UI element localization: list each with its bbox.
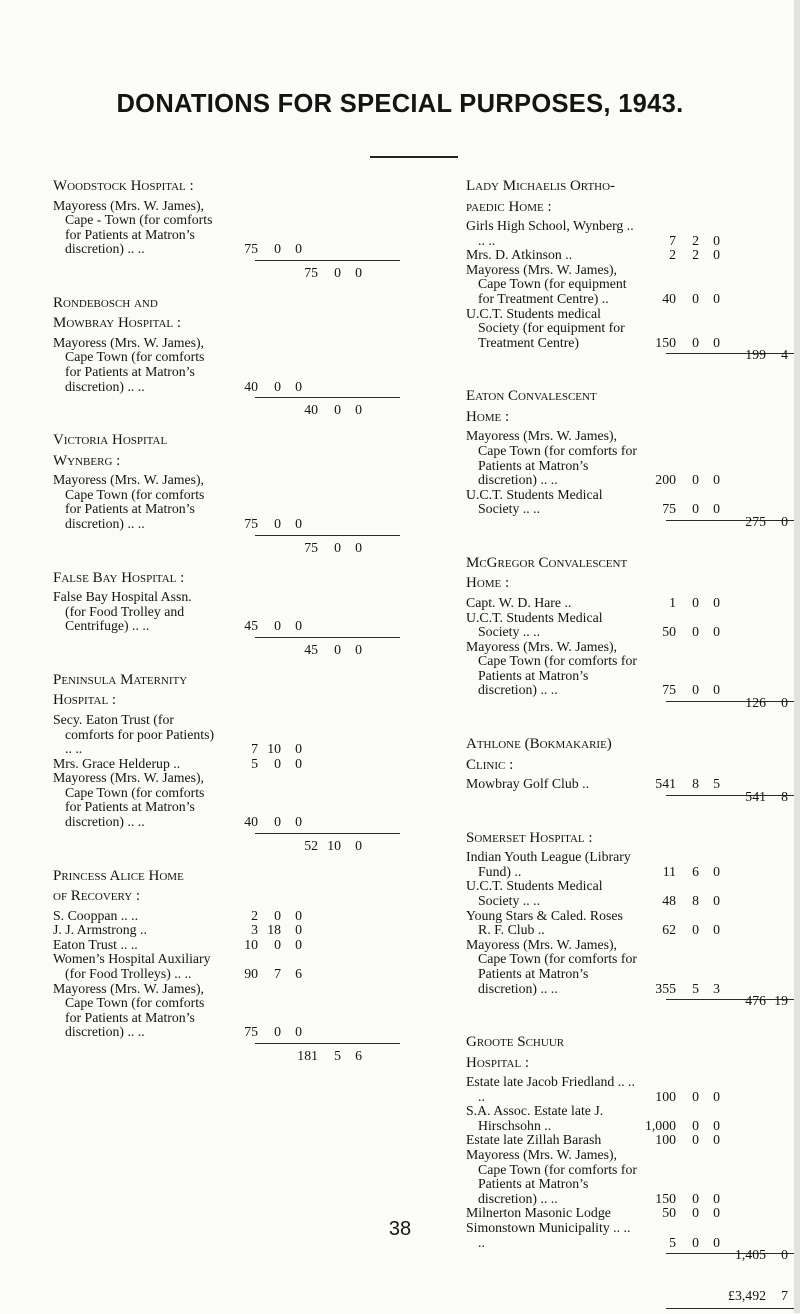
amount-pence: 0 xyxy=(713,247,720,263)
donation-entry xyxy=(53,923,463,938)
donation-amount xyxy=(218,952,302,981)
amount-pence: 0 xyxy=(295,814,302,830)
total-shillings: 8 xyxy=(781,788,788,804)
amount-pence: 0 xyxy=(713,1117,720,1133)
section-heading: Home : xyxy=(466,575,510,592)
donor-description: Girls High School, Wynberg .. .. .. xyxy=(466,218,634,248)
amount-shillings: 0 xyxy=(692,501,699,517)
total-rule xyxy=(255,397,400,398)
amount-pounds: 90 xyxy=(244,966,258,982)
section-heading: Victoria Hospital xyxy=(53,432,168,449)
donation-amount xyxy=(636,1148,720,1206)
total-shillings: 0 xyxy=(781,513,788,529)
amount-pence: 0 xyxy=(295,378,302,394)
amount-pounds: 10 xyxy=(244,936,258,952)
donor-description: Indian Youth League (Library Fund) .. xyxy=(466,849,631,879)
page-title: DONATIONS FOR SPECIAL PURPOSES, 1943. xyxy=(116,90,684,118)
amount-shillings: 0 xyxy=(274,814,281,830)
section-heading: Peninsula Maternity xyxy=(53,671,188,688)
amount-pounds: 50 xyxy=(662,1205,676,1221)
amount-pence: 0 xyxy=(295,922,302,938)
amount-shillings: 0 xyxy=(274,936,281,952)
total-amount xyxy=(722,348,800,363)
total-shillings: 4 xyxy=(781,347,788,363)
donor-description: Mowbray Golf Club .. xyxy=(466,776,590,792)
donation-section xyxy=(53,432,463,555)
donation-amount xyxy=(636,248,720,263)
donor-description: Simonstown Municipality .. .. .. xyxy=(466,1220,631,1250)
donor-description: Mayoress (Mrs. W. James), Cape Town (for comforts for Patients at Matron’s discretion) .. .. xyxy=(53,334,205,394)
donation-amount xyxy=(218,199,302,257)
amount-pounds: 40 xyxy=(244,378,258,394)
amount-pence: 0 xyxy=(295,1024,302,1040)
donor-description: S.A. Assoc. Estate late J. Hirschsohn .. xyxy=(466,1103,604,1133)
donation-entry xyxy=(466,879,800,908)
donation-entry xyxy=(53,952,463,981)
donor-description: Milnerton Masonic Lodge xyxy=(466,1205,611,1221)
amount-shillings: 0 xyxy=(274,907,281,923)
grand-total-shillings: 7 xyxy=(781,1288,788,1304)
amount-pence: 0 xyxy=(295,241,302,257)
total-amount xyxy=(278,839,362,854)
donor-description: Capt. W. D. Hare .. xyxy=(466,594,572,610)
amount-shillings: 0 xyxy=(692,334,699,350)
section-heading: Home : xyxy=(466,408,510,425)
amount-pounds: 2 xyxy=(251,907,258,923)
grand-total-pounds: £3,492 xyxy=(728,1288,766,1304)
amount-shillings: 8 xyxy=(692,892,699,908)
donation-entry xyxy=(466,263,800,307)
page-number: 38 xyxy=(388,1218,412,1240)
amount-pence: 6 xyxy=(295,966,302,982)
amount-shillings: 0 xyxy=(274,618,281,634)
amount-pence: 0 xyxy=(713,334,720,350)
donation-amount xyxy=(218,909,302,924)
donation-entry xyxy=(466,248,800,263)
donation-amount xyxy=(636,488,720,517)
amount-pounds: 48 xyxy=(662,892,676,908)
amount-pence: 0 xyxy=(713,1132,720,1148)
donation-amount xyxy=(636,850,720,879)
section-heading: Woodstock Hospital : xyxy=(53,178,194,194)
donor-description: U.C.T. Students medical Society (for equipment for Treatment Centre) xyxy=(466,305,625,350)
donation-amount xyxy=(636,307,720,351)
donation-amount xyxy=(218,473,302,531)
donation-amount xyxy=(636,611,720,640)
donation-entry xyxy=(53,982,463,1040)
amount-pounds: 11 xyxy=(662,863,676,879)
total-amount xyxy=(278,643,362,658)
amount-shillings: 0 xyxy=(692,1132,699,1148)
amount-pounds: 40 xyxy=(244,814,258,830)
donation-entry xyxy=(466,488,800,517)
donor-description: Mayoress (Mrs. W. James), Cape Town (for equipment for Treatment Centre) .. xyxy=(466,261,627,306)
amount-shillings: 0 xyxy=(692,472,699,488)
total-pence: 0 xyxy=(355,837,362,853)
donation-section xyxy=(466,388,800,541)
amount-shillings: 0 xyxy=(692,1190,699,1206)
donation-entry xyxy=(53,713,463,757)
donor-description: U.C.T. Students Medical Society .. .. xyxy=(466,609,603,640)
total-shillings: 10 xyxy=(327,837,341,853)
section-total xyxy=(53,259,463,281)
total-pence: 0 xyxy=(355,539,362,555)
donation-amount xyxy=(218,336,302,394)
donation-amount xyxy=(218,713,302,757)
total-pounds: 199 xyxy=(745,347,766,363)
total-shillings: 0 xyxy=(334,539,341,555)
amount-shillings: 0 xyxy=(692,290,699,306)
total-pence: 0 xyxy=(355,264,362,280)
total-pounds: 75 xyxy=(304,264,318,280)
amount-pounds: 2 xyxy=(669,247,676,263)
donation-amount xyxy=(218,982,302,1040)
amount-pence: 0 xyxy=(295,907,302,923)
amount-shillings: 0 xyxy=(274,378,281,394)
total-amount xyxy=(278,403,362,418)
amount-pounds: 7 xyxy=(251,741,258,757)
amount-pence: 5 xyxy=(713,776,720,792)
donation-amount xyxy=(636,1104,720,1133)
donation-entry xyxy=(466,909,800,938)
amount-shillings: 10 xyxy=(267,741,281,757)
donation-amount xyxy=(636,263,720,307)
right-column xyxy=(466,178,800,1314)
donation-entry xyxy=(466,1133,800,1148)
amount-shillings: 0 xyxy=(692,1205,699,1221)
grand-total-rule xyxy=(666,1308,800,1309)
section-total xyxy=(466,513,800,541)
grand-total xyxy=(466,1288,800,1314)
donation-amount xyxy=(218,923,302,938)
amount-pence: 0 xyxy=(713,594,720,610)
grand-total-amount xyxy=(724,1289,800,1304)
total-pounds: 45 xyxy=(304,641,318,657)
amount-shillings: 0 xyxy=(274,1024,281,1040)
donation-amount xyxy=(218,757,302,772)
total-amount xyxy=(278,1049,362,1064)
amount-pounds: 200 xyxy=(655,472,676,488)
amount-shillings: 0 xyxy=(692,1088,699,1104)
amount-shillings: 2 xyxy=(692,232,699,248)
donation-amount xyxy=(636,640,720,698)
amount-shillings: 0 xyxy=(692,682,699,698)
section-heading: Mowbray Hospital : xyxy=(53,315,182,332)
amount-pence: 0 xyxy=(713,624,720,640)
amount-pence: 0 xyxy=(713,922,720,938)
amount-pounds: 3 xyxy=(251,922,258,938)
donation-section xyxy=(53,672,463,854)
donation-entry xyxy=(466,1148,800,1206)
section-heading: Hospital : xyxy=(466,1054,530,1071)
page-edge xyxy=(794,0,800,1313)
donation-entry xyxy=(466,596,800,611)
total-pence: 6 xyxy=(355,1048,362,1063)
donation-entry xyxy=(53,590,463,634)
amount-shillings: 0 xyxy=(274,516,281,532)
total-amount xyxy=(722,790,800,805)
amount-shillings: 6 xyxy=(692,863,699,879)
total-pence: 0 xyxy=(355,402,362,418)
amount-pence: 0 xyxy=(295,755,302,771)
amount-pounds: 40 xyxy=(662,290,676,306)
donation-section xyxy=(53,295,463,418)
total-pounds: 40 xyxy=(304,402,318,418)
total-rule xyxy=(255,833,400,834)
donation-amount xyxy=(636,879,720,908)
donor-description: Mayoress (Mrs. W. James), Cape Town (for comforts for Patients at Matron’s discretion) .. .. xyxy=(466,1147,637,1206)
donation-entry xyxy=(53,909,463,924)
donor-description: Mayoress (Mrs. W. James), Cape Town (for comforts for Patients at Matron’s discretion) .. .. xyxy=(53,472,205,532)
donation-amount xyxy=(636,1133,720,1148)
amount-pence: 0 xyxy=(295,516,302,532)
total-rule xyxy=(255,535,400,536)
donation-section xyxy=(466,178,800,374)
amount-pounds: 75 xyxy=(662,501,676,517)
amount-pounds: 75 xyxy=(244,241,258,257)
section-heading: Princess Alice Home xyxy=(53,867,184,884)
section-heading: Wynberg : xyxy=(53,452,121,469)
amount-shillings: 8 xyxy=(692,776,699,792)
amount-shillings: 0 xyxy=(692,1117,699,1133)
section-heading: Groote Schuur xyxy=(466,1034,565,1051)
section-heading: Hospital : xyxy=(53,692,117,709)
donation-section xyxy=(466,555,800,722)
donation-entry xyxy=(53,771,463,829)
section-heading: paedic Home : xyxy=(466,198,552,215)
amount-pounds: 100 xyxy=(655,1088,676,1104)
total-rule xyxy=(255,1043,400,1044)
section-total xyxy=(53,534,463,556)
section-heading: Clinic : xyxy=(466,756,514,773)
donation-section xyxy=(53,868,463,1064)
amount-pence: 0 xyxy=(295,741,302,757)
amount-shillings: 0 xyxy=(274,241,281,257)
total-rule xyxy=(255,637,400,638)
donor-description: Mayoress (Mrs. W. James), Cape Town (for comforts for Patients at Matron’s discretion) .. .. xyxy=(53,770,205,830)
donation-amount xyxy=(218,938,302,953)
section-heading: Athlone (Bokmakarie) xyxy=(466,736,612,753)
amount-pence: 0 xyxy=(713,290,720,306)
total-pounds: 1,405 xyxy=(734,1247,766,1263)
total-amount xyxy=(722,1248,800,1263)
amount-pounds: 45 xyxy=(244,618,258,634)
donation-amount xyxy=(636,596,720,611)
total-amount xyxy=(722,515,800,530)
section-heading: Rondebosch and xyxy=(53,294,158,311)
amount-pence: 0 xyxy=(713,232,720,248)
donation-entry xyxy=(466,1104,800,1133)
amount-pence: 0 xyxy=(713,1190,720,1206)
section-total xyxy=(466,788,800,816)
total-rule xyxy=(255,260,400,261)
amount-pence: 0 xyxy=(713,501,720,517)
section-total xyxy=(466,695,800,722)
donation-entry xyxy=(466,938,800,996)
total-shillings: 0 xyxy=(334,264,341,280)
donation-amount xyxy=(636,938,720,996)
amount-pence: 0 xyxy=(713,1234,720,1250)
donation-section xyxy=(53,178,463,281)
amount-pence: 0 xyxy=(713,863,720,879)
donation-entry xyxy=(466,219,800,248)
donor-description: U.C.T. Students Medical Society .. .. xyxy=(466,878,603,908)
amount-pounds: 355 xyxy=(655,980,676,996)
donation-section xyxy=(466,830,800,1020)
amount-pounds: 75 xyxy=(662,682,676,698)
total-shillings: 0 xyxy=(334,641,341,657)
title-rule xyxy=(370,156,458,158)
donor-description: Estate late Zillah Barash xyxy=(466,1132,602,1148)
amount-pounds: 150 xyxy=(655,334,676,350)
donation-entry xyxy=(466,850,800,879)
amount-pounds: 50 xyxy=(662,624,676,640)
donor-description: Mayoress (Mrs. W. James), Cape Town (for comforts for Patients at Matron’s discretion) .. .. xyxy=(466,638,637,698)
donor-description: J. J. Armstrong .. xyxy=(53,922,147,938)
donation-amount xyxy=(636,909,720,938)
donor-description: Secy. Eaton Trust (for comforts for poor Patients) .. .. xyxy=(53,711,215,757)
amount-shillings: 7 xyxy=(274,966,281,982)
donor-description: Mayoress (Mrs. W. James), Cape Town (for comforts for Patients at Matron’s discretion) .. .. xyxy=(466,936,637,996)
amount-shillings: 0 xyxy=(692,922,699,938)
total-shillings: 5 xyxy=(334,1048,341,1063)
total-shillings: 0 xyxy=(781,1247,788,1263)
donation-amount xyxy=(636,219,720,248)
total-pounds: 476 xyxy=(745,993,766,1009)
section-heading: of Recovery : xyxy=(53,888,141,905)
donation-amount xyxy=(218,771,302,829)
amount-pence: 0 xyxy=(713,1088,720,1104)
amount-shillings: 5 xyxy=(692,980,699,996)
total-pounds: 541 xyxy=(745,788,766,804)
amount-shillings: 0 xyxy=(274,755,281,771)
donation-entry xyxy=(466,640,800,698)
donation-entry xyxy=(466,1075,800,1104)
amount-pounds: 541 xyxy=(655,776,676,792)
total-shillings: 0 xyxy=(781,695,788,711)
donation-entry xyxy=(53,473,463,531)
amount-pounds: 100 xyxy=(655,1132,676,1148)
amount-pence: 0 xyxy=(713,682,720,698)
amount-pence: 0 xyxy=(295,936,302,952)
donor-description: Estate late Jacob Friedland .. .. .. xyxy=(466,1074,635,1104)
section-heading: Lady Michaelis Ortho- xyxy=(466,178,616,194)
amount-shillings: 0 xyxy=(692,1234,699,1250)
donor-description: Young Stars & Caled. Roses R. F. Club .. xyxy=(466,907,623,938)
amount-pence: 0 xyxy=(713,1205,720,1221)
amount-pence: 0 xyxy=(713,472,720,488)
amount-pence: 0 xyxy=(713,892,720,908)
section-total xyxy=(466,1247,800,1274)
total-pounds: 75 xyxy=(304,539,318,555)
total-shillings: 19 xyxy=(774,993,788,1009)
donation-amount xyxy=(636,429,720,487)
section-total xyxy=(466,993,800,1020)
amount-pounds: 5 xyxy=(669,1234,676,1250)
donation-amount xyxy=(636,777,720,792)
amount-pounds: 1,000 xyxy=(644,1117,676,1133)
donation-entry xyxy=(53,938,463,953)
donor-description: Women’s Hospital Auxiliary (for Food Trolleys) .. .. xyxy=(53,951,211,982)
donor-description: Mrs. Grace Helderup .. xyxy=(53,755,181,771)
donor-description: S. Cooppan .. .. xyxy=(53,907,139,923)
amount-pounds: 75 xyxy=(244,1024,258,1040)
donation-entry xyxy=(53,199,463,257)
donor-description: U.C.T. Students Medical Society .. .. xyxy=(466,486,603,517)
donation-entry xyxy=(466,307,800,351)
section-heading: Eaton Convalescent xyxy=(466,388,597,405)
amount-pence: 3 xyxy=(713,980,720,996)
amount-pounds: 1 xyxy=(669,594,676,610)
section-total xyxy=(53,1042,463,1064)
donor-description: Eaton Trust .. .. xyxy=(53,936,138,952)
amount-shillings: 0 xyxy=(692,624,699,640)
donor-description: Mayoress (Mrs. W. James), Cape Town (for comforts for Patients at Matron’s discretion) .. .. xyxy=(53,980,205,1040)
total-amount xyxy=(722,994,800,1009)
total-pounds: 275 xyxy=(745,513,766,529)
section-total xyxy=(53,832,463,854)
amount-pounds: 75 xyxy=(244,516,258,532)
total-amount xyxy=(278,266,362,281)
total-shillings: 0 xyxy=(334,402,341,418)
left-column xyxy=(53,178,463,1078)
section-heading: False Bay Hospital : xyxy=(53,569,185,586)
total-pounds: 52 xyxy=(304,837,318,853)
total-pounds: 181 xyxy=(297,1048,318,1063)
amount-pounds: 62 xyxy=(662,922,676,938)
total-pence: 0 xyxy=(355,641,362,657)
amount-pence: 0 xyxy=(295,618,302,634)
amount-shillings: 2 xyxy=(692,247,699,263)
donation-entry xyxy=(466,611,800,640)
amount-pounds: 7 xyxy=(669,232,676,248)
donation-amount xyxy=(636,1075,720,1104)
amount-shillings: 0 xyxy=(692,594,699,610)
donor-description: Mayoress (Mrs. W. James), Cape Town (for comforts for Patients at Matron’s discretion) .. .. xyxy=(466,428,637,488)
total-pounds: 126 xyxy=(745,695,766,711)
donation-entry xyxy=(53,336,463,394)
amount-pounds: 5 xyxy=(251,755,258,771)
donation-entry xyxy=(466,429,800,487)
donation-section xyxy=(466,736,800,816)
donation-amount xyxy=(218,590,302,634)
section-total xyxy=(466,347,800,374)
section-heading: McGregor Convalescent xyxy=(466,554,628,571)
donor-description: Mayoress (Mrs. W. James), Cape - Town (for comforts for Patients at Matron’s discretion) .. .. xyxy=(53,197,213,257)
donor-description: False Bay Hospital Assn. (for Food Trolley and Centrifuge) .. .. xyxy=(53,589,192,634)
total-amount xyxy=(722,696,800,711)
donation-entry xyxy=(53,757,463,772)
amount-pounds: 150 xyxy=(655,1190,676,1206)
donation-section xyxy=(53,570,463,658)
section-total xyxy=(53,396,463,418)
amount-shillings: 18 xyxy=(267,922,281,938)
total-amount xyxy=(278,541,362,556)
donor-description: Mrs. D. Atkinson .. xyxy=(466,247,573,263)
section-heading: Somerset Hospital : xyxy=(466,829,593,846)
section-total xyxy=(53,636,463,658)
